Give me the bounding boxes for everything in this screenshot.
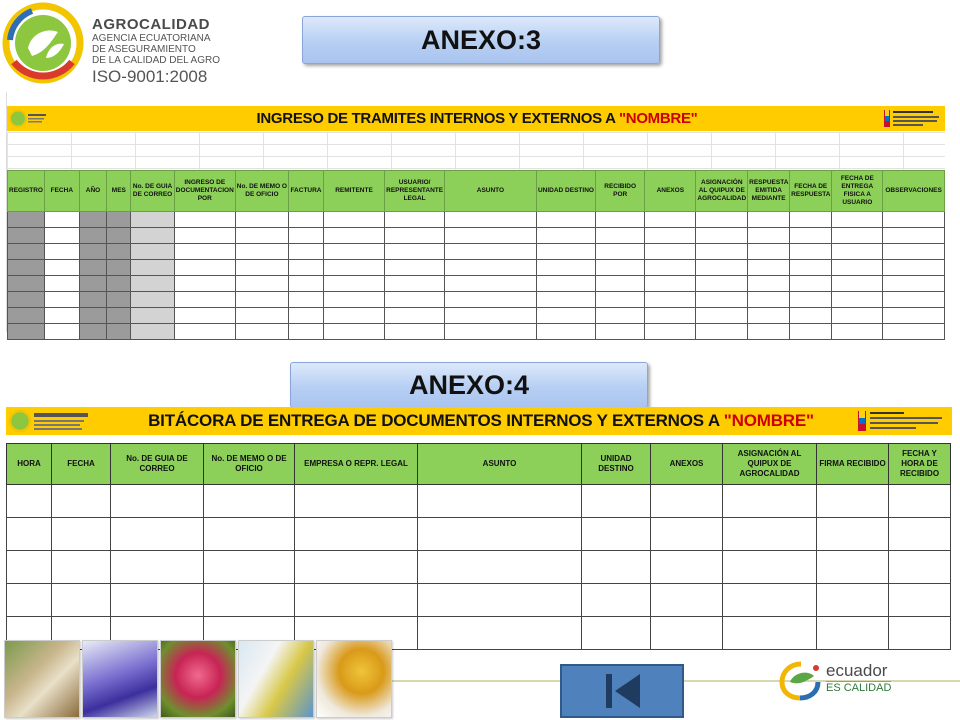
column-header: ASIGNACIÓN AL QUIPUX DE AGROCALIDAD <box>696 171 748 212</box>
table-cell[interactable] <box>536 276 595 292</box>
table-cell[interactable] <box>204 584 295 617</box>
table-cell[interactable] <box>107 308 131 324</box>
column-header: FECHA Y HORA DE RECIBIDO <box>889 444 951 485</box>
table-cell[interactable] <box>883 324 945 340</box>
column-header: FACTURA <box>289 171 324 212</box>
table-cell[interactable] <box>889 518 951 551</box>
table-cell[interactable] <box>107 212 131 228</box>
column-header: FIRMA RECIBIDO <box>817 444 889 485</box>
table-cell[interactable] <box>385 324 445 340</box>
table-cell[interactable] <box>79 228 107 244</box>
table-cell[interactable] <box>645 276 696 292</box>
table-cell[interactable] <box>596 244 645 260</box>
table-cell[interactable] <box>174 212 235 228</box>
table-cell[interactable] <box>883 292 945 308</box>
table-cell[interactable] <box>645 212 696 228</box>
table-cell[interactable] <box>723 551 817 584</box>
table-cell[interactable] <box>107 228 131 244</box>
table-cell[interactable] <box>696 324 748 340</box>
table-cell[interactable] <box>323 276 384 292</box>
table-cell[interactable] <box>44 324 79 340</box>
table-cell[interactable] <box>295 518 418 551</box>
column-header: FECHA <box>52 444 111 485</box>
table-cell[interactable] <box>817 584 889 617</box>
table-cell[interactable] <box>131 324 174 340</box>
table-cell[interactable] <box>723 485 817 518</box>
table-cell[interactable] <box>790 212 832 228</box>
table-cell[interactable] <box>536 324 595 340</box>
table-cell[interactable] <box>385 308 445 324</box>
table-cell[interactable] <box>582 485 651 518</box>
table-cell[interactable] <box>536 244 595 260</box>
table-cell[interactable] <box>596 276 645 292</box>
table-row <box>8 212 945 228</box>
photo-lab-gloves <box>82 640 158 718</box>
first-slide-icon <box>562 666 682 716</box>
table-cell[interactable] <box>107 276 131 292</box>
table-cell[interactable] <box>832 212 883 228</box>
table-cell[interactable] <box>651 617 723 650</box>
table-cell[interactable] <box>111 518 204 551</box>
table-cell[interactable] <box>44 308 79 324</box>
table-cell[interactable] <box>832 324 883 340</box>
table-cell[interactable] <box>131 260 174 276</box>
table-row <box>7 551 951 584</box>
table-cell[interactable] <box>111 485 204 518</box>
anexo-4-title: ANEXO:4 <box>290 362 648 408</box>
table-cell[interactable] <box>696 308 748 324</box>
table-cell[interactable] <box>748 212 790 228</box>
column-header: INGRESO DE DOCUMENTACION POR <box>174 171 235 212</box>
table-cell[interactable] <box>418 617 582 650</box>
table-cell[interactable] <box>235 308 288 324</box>
table-cell[interactable] <box>696 260 748 276</box>
table-cell[interactable] <box>445 276 537 292</box>
anexo-3-banner <box>7 106 945 131</box>
table-cell[interactable] <box>832 260 883 276</box>
table-cell[interactable] <box>52 551 111 584</box>
table-cell[interactable] <box>696 228 748 244</box>
column-header: REGISTRO <box>8 171 45 212</box>
table-cell[interactable] <box>645 260 696 276</box>
table-cell[interactable] <box>582 551 651 584</box>
agrocalidad-logo-icon <box>8 409 96 433</box>
anexo-4-banner-highlight: "NOMBRE" <box>723 411 814 430</box>
anexo-3-title: ANEXO:3 <box>302 16 660 64</box>
table-cell[interactable] <box>8 260 45 276</box>
column-header: ASIGNACIÓN AL QUIPUX DE AGROCALIDAD <box>723 444 817 485</box>
table-cell[interactable] <box>696 212 748 228</box>
table-cell[interactable] <box>832 292 883 308</box>
es-calidad-text: ES CALIDAD <box>826 682 892 694</box>
table-cell[interactable] <box>174 324 235 340</box>
table-cell[interactable] <box>323 260 384 276</box>
table-cell[interactable] <box>645 308 696 324</box>
table-cell[interactable] <box>790 228 832 244</box>
table-cell[interactable] <box>289 244 324 260</box>
table-cell[interactable] <box>817 518 889 551</box>
ecuador-es-calidad-logo-icon <box>778 658 824 702</box>
table-cell[interactable] <box>445 292 537 308</box>
table-cell[interactable] <box>44 228 79 244</box>
table-cell[interactable] <box>8 228 45 244</box>
table-cell[interactable] <box>107 292 131 308</box>
table-cell[interactable] <box>445 228 537 244</box>
table-cell[interactable] <box>79 212 107 228</box>
table-cell[interactable] <box>883 260 945 276</box>
table-cell[interactable] <box>596 260 645 276</box>
table-cell[interactable] <box>445 324 537 340</box>
table-cell[interactable] <box>44 212 79 228</box>
brand-line-1: AGENCIA ECUATORIANA <box>92 33 211 44</box>
table-cell[interactable] <box>832 244 883 260</box>
table-cell[interactable] <box>107 324 131 340</box>
table-cell[interactable] <box>651 551 723 584</box>
table-cell[interactable] <box>107 260 131 276</box>
table-cell[interactable] <box>204 518 295 551</box>
table-cell[interactable] <box>790 244 832 260</box>
table-cell[interactable] <box>385 212 445 228</box>
table-cell[interactable] <box>445 244 537 260</box>
table-cell[interactable] <box>883 308 945 324</box>
table-cell[interactable] <box>295 551 418 584</box>
table-cell[interactable] <box>651 485 723 518</box>
table-row <box>8 276 945 292</box>
table-row <box>8 308 945 324</box>
table-cell[interactable] <box>445 212 537 228</box>
table-cell[interactable] <box>8 324 45 340</box>
table-cell[interactable] <box>445 260 537 276</box>
table-cell[interactable] <box>79 308 107 324</box>
table-cell[interactable] <box>174 292 235 308</box>
table-cell[interactable] <box>536 292 595 308</box>
table-cell[interactable] <box>323 308 384 324</box>
table-cell[interactable] <box>385 292 445 308</box>
agrocalidad-logo <box>2 2 232 88</box>
table-cell[interactable] <box>596 228 645 244</box>
table-cell[interactable] <box>52 584 111 617</box>
column-header: RESPUESTA EMITIDA MEDIANTE <box>748 171 790 212</box>
table-cell[interactable] <box>235 228 288 244</box>
brand-line-2: DE ASEGURAMIENTO <box>92 44 196 55</box>
table-cell[interactable] <box>174 260 235 276</box>
table-cell[interactable] <box>536 228 595 244</box>
table-cell[interactable] <box>289 324 324 340</box>
table-cell[interactable] <box>817 617 889 650</box>
table-cell[interactable] <box>174 276 235 292</box>
table-row <box>8 292 945 308</box>
table-cell[interactable] <box>323 212 384 228</box>
photo-cattle <box>4 640 80 718</box>
table-cell[interactable] <box>289 308 324 324</box>
table-cell[interactable] <box>7 551 52 584</box>
ecuador-es-calidad-logo <box>778 658 898 702</box>
table-cell[interactable] <box>385 244 445 260</box>
table-cell[interactable] <box>385 276 445 292</box>
table-cell[interactable] <box>790 324 832 340</box>
table-row <box>7 584 951 617</box>
column-header: ASUNTO <box>445 171 537 212</box>
table-cell[interactable] <box>131 228 174 244</box>
ecuador-text: ecuador <box>826 661 888 680</box>
table-cell[interactable] <box>385 260 445 276</box>
table-cell[interactable] <box>44 276 79 292</box>
table-cell[interactable] <box>596 324 645 340</box>
column-header: FECHA <box>44 171 79 212</box>
table-cell[interactable] <box>52 518 111 551</box>
table-cell[interactable] <box>889 551 951 584</box>
table-cell[interactable] <box>385 228 445 244</box>
table-cell[interactable] <box>582 518 651 551</box>
anexo-4-table <box>6 443 951 650</box>
table-cell[interactable] <box>536 260 595 276</box>
table-cell[interactable] <box>696 276 748 292</box>
brand-name: AGROCALIDAD <box>92 16 210 33</box>
table-cell[interactable] <box>79 276 107 292</box>
spreadsheet-gridlines <box>7 132 945 170</box>
table-cell[interactable] <box>8 212 45 228</box>
anexo-4-sheet <box>6 407 952 635</box>
table-cell[interactable] <box>418 485 582 518</box>
column-header: UNIDAD DESTINO <box>582 444 651 485</box>
column-header: ANEXOS <box>651 444 723 485</box>
table-cell[interactable] <box>696 244 748 260</box>
table-cell[interactable] <box>174 244 235 260</box>
iso-label: ISO-9001:2008 <box>92 67 208 86</box>
ministerio-logo-icon <box>856 409 948 433</box>
table-cell[interactable] <box>748 276 790 292</box>
table-cell[interactable] <box>651 518 723 551</box>
table-cell[interactable] <box>832 308 883 324</box>
table-cell[interactable] <box>131 276 174 292</box>
table-cell[interactable] <box>323 244 384 260</box>
table-cell[interactable] <box>883 212 945 228</box>
table-cell[interactable] <box>817 551 889 584</box>
table-cell[interactable] <box>889 485 951 518</box>
table-cell[interactable] <box>832 228 883 244</box>
table-cell[interactable] <box>52 485 111 518</box>
table-cell[interactable] <box>748 308 790 324</box>
anexo-3-banner-highlight: "NOMBRE" <box>618 110 698 127</box>
photo-mango <box>316 640 392 718</box>
table-cell[interactable] <box>235 260 288 276</box>
column-header: OBSERVACIONES <box>883 171 945 212</box>
table-cell[interactable] <box>696 292 748 308</box>
column-header: No. DE MEMO O DE OFICIO <box>235 171 288 212</box>
table-cell[interactable] <box>323 228 384 244</box>
table-cell[interactable] <box>79 260 107 276</box>
table-cell[interactable] <box>418 584 582 617</box>
table-cell[interactable] <box>723 584 817 617</box>
table-cell[interactable] <box>295 584 418 617</box>
column-header: REMITENTE <box>323 171 384 212</box>
column-header: No. DE MEMO O DE OFICIO <box>204 444 295 485</box>
column-header: MES <box>107 171 131 212</box>
table-cell[interactable] <box>790 292 832 308</box>
anexo-3-table <box>7 170 945 340</box>
table-cell[interactable] <box>723 617 817 650</box>
table-cell[interactable] <box>883 244 945 260</box>
agrocalidad-logo-icon <box>9 109 47 128</box>
anexo-3-banner-title <box>207 106 747 131</box>
table-cell[interactable] <box>582 584 651 617</box>
table-cell[interactable] <box>235 212 288 228</box>
table-row <box>8 260 945 276</box>
column-header: USUARIO/ REPRESENTANTE LEGAL <box>385 171 445 212</box>
table-row <box>8 324 945 340</box>
table-cell[interactable] <box>7 584 52 617</box>
anexo-4-banner-title <box>106 407 856 435</box>
table-cell[interactable] <box>748 260 790 276</box>
table-cell[interactable] <box>8 308 45 324</box>
table-cell[interactable] <box>44 244 79 260</box>
table-cell[interactable] <box>445 308 537 324</box>
table-cell[interactable] <box>79 244 107 260</box>
table-cell[interactable] <box>295 485 418 518</box>
table-cell[interactable] <box>645 244 696 260</box>
table-cell[interactable] <box>323 324 384 340</box>
table-cell[interactable] <box>790 276 832 292</box>
table-cell[interactable] <box>131 292 174 308</box>
table-cell[interactable] <box>883 228 945 244</box>
table-cell[interactable] <box>418 518 582 551</box>
table-cell[interactable] <box>536 308 595 324</box>
table-cell[interactable] <box>289 276 324 292</box>
table-cell[interactable] <box>289 260 324 276</box>
table-cell[interactable] <box>645 292 696 308</box>
table-cell[interactable] <box>832 276 883 292</box>
table-cell[interactable] <box>7 518 52 551</box>
first-slide-button[interactable] <box>560 664 684 718</box>
table-row <box>8 244 945 260</box>
column-header: ASUNTO <box>418 444 582 485</box>
table-cell[interactable] <box>204 485 295 518</box>
column-header: RECIBIDO POR <box>596 171 645 212</box>
table-cell[interactable] <box>174 308 235 324</box>
column-header: No. DE GUIA DE CORREO <box>111 444 204 485</box>
table-cell[interactable] <box>889 617 951 650</box>
table-cell[interactable] <box>131 212 174 228</box>
column-header: FECHA DE ENTREGA FISICA A USUARIO <box>832 171 883 212</box>
table-cell[interactable] <box>790 308 832 324</box>
table-cell[interactable] <box>651 584 723 617</box>
table-cell[interactable] <box>418 551 582 584</box>
anexo-4-banner <box>6 407 952 435</box>
table-cell[interactable] <box>582 617 651 650</box>
column-header: EMPRESA O REPR. LEGAL <box>295 444 418 485</box>
table-cell[interactable] <box>645 228 696 244</box>
table-cell[interactable] <box>79 292 107 308</box>
table-cell[interactable] <box>235 292 288 308</box>
table-cell[interactable] <box>748 292 790 308</box>
table-cell[interactable] <box>8 244 45 260</box>
table-cell[interactable] <box>235 276 288 292</box>
table-cell[interactable] <box>235 324 288 340</box>
agrocalidad-logo-icon <box>2 2 84 84</box>
table-cell[interactable] <box>111 551 204 584</box>
table-cell[interactable] <box>790 260 832 276</box>
table-cell[interactable] <box>44 260 79 276</box>
table-row <box>7 485 951 518</box>
table-cell[interactable] <box>596 308 645 324</box>
photo-rose <box>160 640 236 718</box>
table-cell[interactable] <box>323 292 384 308</box>
column-header: AÑO <box>79 171 107 212</box>
table-cell[interactable] <box>289 292 324 308</box>
table-cell[interactable] <box>131 308 174 324</box>
table-cell[interactable] <box>748 324 790 340</box>
table-cell[interactable] <box>596 212 645 228</box>
table-cell[interactable] <box>79 324 107 340</box>
column-header: HORA <box>7 444 52 485</box>
table-cell[interactable] <box>889 584 951 617</box>
table-cell[interactable] <box>174 228 235 244</box>
table-cell[interactable] <box>131 244 174 260</box>
ministerio-logo-icon <box>883 108 941 129</box>
table-cell[interactable] <box>883 276 945 292</box>
table-cell[interactable] <box>107 244 131 260</box>
table-cell[interactable] <box>536 212 595 228</box>
table-cell[interactable] <box>289 212 324 228</box>
table-cell[interactable] <box>235 244 288 260</box>
table-cell[interactable] <box>111 584 204 617</box>
table-row <box>8 228 945 244</box>
table-cell[interactable] <box>204 551 295 584</box>
table-cell[interactable] <box>8 292 45 308</box>
column-header: FECHA DE RESPUESTA <box>790 171 832 212</box>
table-cell[interactable] <box>645 324 696 340</box>
table-cell[interactable] <box>748 244 790 260</box>
table-row <box>7 518 951 551</box>
column-header: No. DE GUIA DE CORREO <box>131 171 174 212</box>
table-cell[interactable] <box>7 485 52 518</box>
anexo-3-banner-text: INGRESO DE TRAMITES INTERNOS Y EXTERNOS A <box>256 110 619 127</box>
table-cell[interactable] <box>723 518 817 551</box>
table-cell[interactable] <box>596 292 645 308</box>
table-cell[interactable] <box>8 276 45 292</box>
table-cell[interactable] <box>817 485 889 518</box>
table-cell[interactable] <box>289 228 324 244</box>
anexo-3-sheet <box>6 92 945 332</box>
table-cell[interactable] <box>44 292 79 308</box>
photo-vials <box>238 640 314 718</box>
brand-line-3: DE LA CALIDAD DEL AGRO <box>92 55 221 66</box>
column-header: ANEXOS <box>645 171 696 212</box>
column-header: UNIDAD DESTINO <box>536 171 595 212</box>
anexo-4-banner-text: BITÁCORA DE ENTREGA DE DOCUMENTOS INTERNOS Y EXTERNOS A <box>148 411 724 430</box>
table-cell[interactable] <box>748 228 790 244</box>
